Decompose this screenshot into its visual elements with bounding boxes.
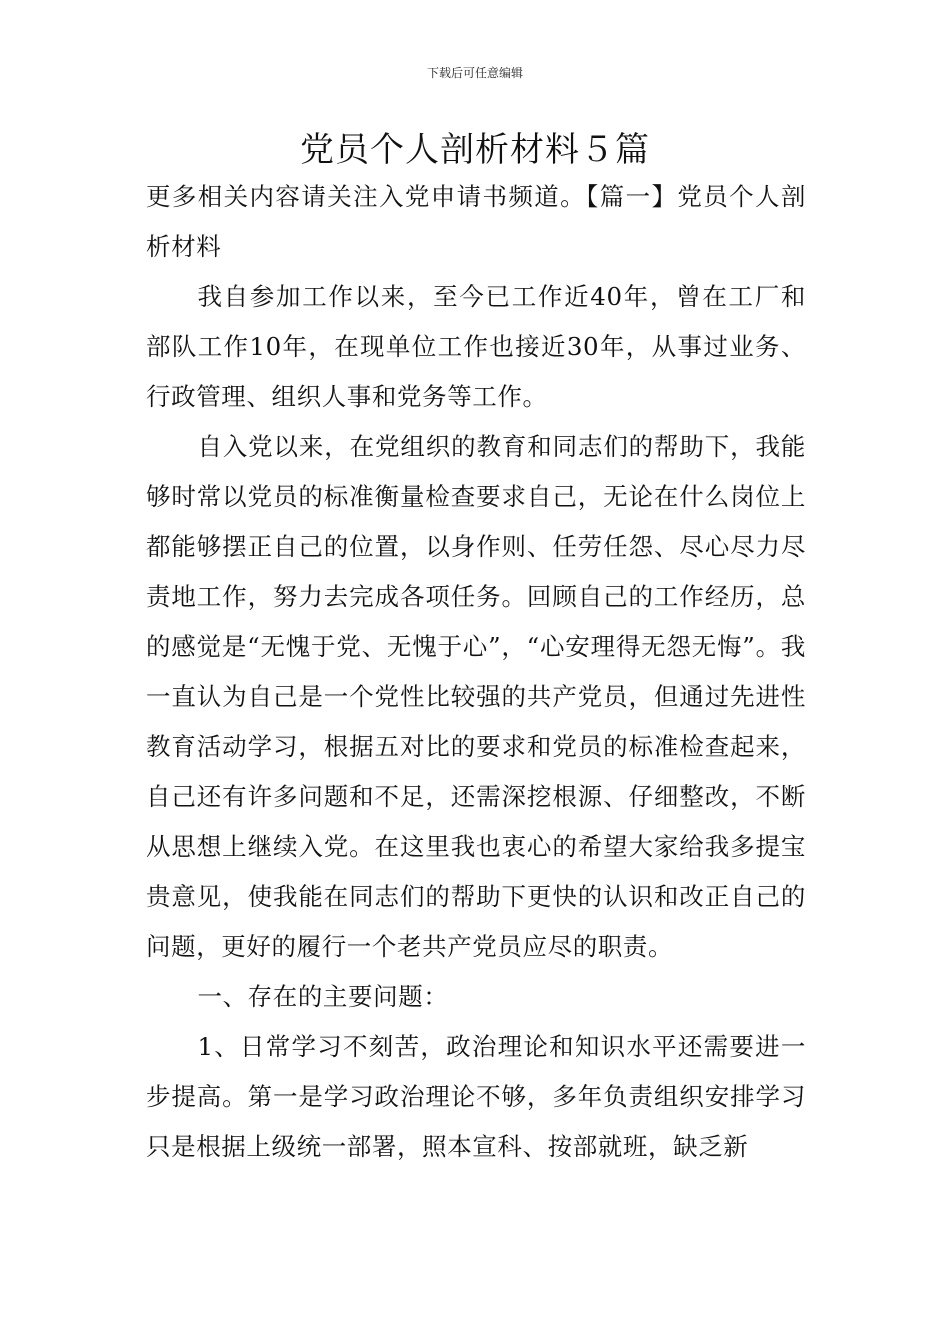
section-heading: 一、存在的主要问题： <box>197 982 449 1011</box>
body-paragraph: 1、日常学习不刻苦，政治理论和知识水平还需要进一步提高。第一是学习政治理论不够，多年负责组织安排学习只是根据上级统一部署，照本宣科、按部就班，缺乏新 <box>146 1032 806 1161</box>
body-paragraph: 自入党以来，在党组织的教育和同志们的帮助下，我能够时常以党员的标准衡量检查要求自己，无论在什么岗位上都能够摆正自己的位置，以身作则、任劳任怨、尽心尽力尽责地工作，努力去完成各项任务。回顾自己的工作经历，总的感觉是“无愧于党、无愧于心”，“心安理得无怨无悔”。我一直认为自己是一个党性比较强的共产党员，但通过先进性教育活动学习，根据五对比的要求和党员的标准检查起来，自己还有许多问题和不足，还需深挖根源、仔细整改，不断从思想上继续入党。在这里我也衷心的希望大家给我多提宝贵意见，使我能在同志们的帮助下更快的认识和改正自己的问题，更好的履行一个老共产党员应尽的职责。 <box>146 432 806 961</box>
document-title: 党员个人剖析材料５篇 <box>300 130 650 170</box>
document-body <box>146 172 806 1172</box>
body-paragraph: 我自参加工作以来，至今已工作近40年，曾在工厂和部队工作10年，在现单位工作也接近30年，从事过业务、行政管理、组织人事和党务等工作。 <box>146 282 806 411</box>
intro-paragraph: 更多相关内容请关注入党申请书频道。【篇一】党员个人剖析材料 <box>146 182 806 261</box>
page-header-note: 下载后可任意编辑 <box>426 66 523 80</box>
